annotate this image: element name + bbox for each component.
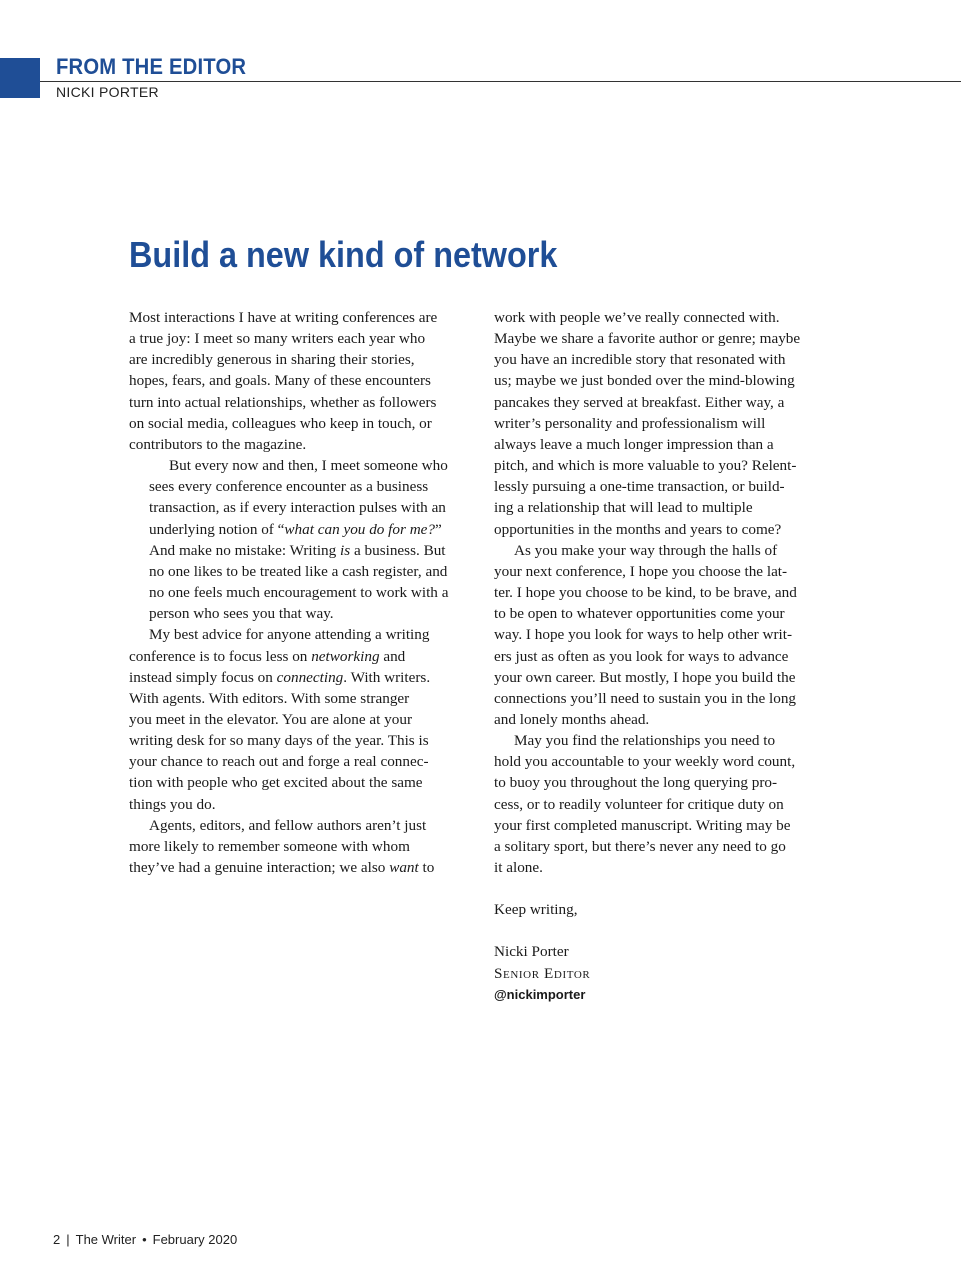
text-line: your next conference, I hope you choose the lat-: [494, 562, 788, 580]
text-line: ing a relationship that will lead to multiple: [494, 499, 753, 517]
text-line: writer’s personality and professionalism will: [494, 414, 766, 432]
text-line: But every now and then, I meet someone who: [169, 457, 448, 475]
text-line: With agents. With editors. With some stranger: [129, 689, 410, 707]
text-line: your chance to reach out and forge a real connec-: [129, 753, 429, 771]
text-line: underlying notion of “what can you do for me?”: [149, 520, 442, 538]
signature-title: Senior Editor: [494, 964, 591, 982]
page-number: 2: [53, 1232, 61, 1247]
text-line: work with people we’ve really connected with.: [494, 309, 780, 326]
text-line: no one feels much encouragement to work with a: [149, 584, 449, 602]
section-label: FROM THE EDITOR: [56, 54, 247, 79]
text-line: ers just as often as you look for ways to advance: [494, 647, 789, 665]
text-line: a true joy: I meet so many writers each year who: [129, 330, 426, 348]
text-line: things you do.: [129, 795, 216, 813]
text-line: ter. I hope you choose to be kind, to be brave, and: [494, 584, 797, 602]
text-line: are incredibly generous in sharing their stories,: [129, 351, 415, 369]
text-line: conference is to focus less on networking and: [129, 647, 406, 665]
header-rule: [40, 81, 961, 82]
text-line: instead simply focus on connecting. With writers.: [129, 668, 431, 686]
section-color-block: [0, 58, 40, 98]
signoff: Keep writing,: [494, 901, 578, 919]
footer-separator: |: [66, 1232, 70, 1247]
text-line: way. I hope you look for ways to help other writ-: [494, 626, 793, 644]
text-line: and lonely months ahead.: [494, 710, 650, 728]
text-line: pancakes they served at breakfast. Either way, a: [494, 393, 785, 411]
paragraph: [129, 815, 479, 878]
text-line: opportunities in the months and years to come?: [494, 520, 782, 538]
text-line: your first completed manuscript. Writing may be: [494, 816, 791, 834]
paragraph: [129, 307, 479, 455]
text-line: cess, or to readily volunteer for critique duty on: [494, 795, 784, 813]
text-line: tion with people who get excited about the same: [129, 774, 423, 792]
text-line: to buoy you throughout the long querying pro-: [494, 774, 778, 792]
footer-bullet: •: [142, 1232, 147, 1247]
paragraph: [494, 307, 844, 540]
text-line: As you make your way through the halls of: [514, 541, 778, 559]
byline: NICKI PORTER: [56, 84, 159, 100]
paragraph: [494, 730, 844, 878]
text-line: My best advice for anyone attending a writing: [149, 626, 430, 644]
article-title: Build a new kind of network: [129, 234, 558, 275]
text-line: to be open to whatever opportunities come your: [494, 605, 785, 623]
text-line: always leave a much longer impression than a: [494, 435, 774, 453]
text-line: us; maybe we just bonded over the mind-blowing: [494, 372, 795, 390]
text-line: sees every conference encounter as a business: [149, 478, 429, 496]
text-line: pitch, and which is more valuable to you? Relent-: [494, 457, 797, 475]
paragraph: [494, 540, 844, 730]
text-line: person who sees you that way.: [149, 605, 334, 623]
text-line: And make no mistake: Writing is a business. But: [149, 541, 446, 559]
text-line: your own career. But mostly, I hope you build the: [494, 668, 796, 686]
text-line: more likely to remember someone with whom: [129, 837, 410, 855]
text-line: May you find the relationships you need to: [514, 732, 776, 750]
text-line: writing desk for so many days of the year. This is: [129, 732, 429, 750]
issue-date: February 2020: [152, 1232, 238, 1247]
text-line: no one likes to be treated like a cash register, and: [149, 562, 448, 580]
text-line: Most interactions I have at writing conferences are: [129, 309, 438, 326]
text-line: connections you’ll need to sustain you in the long: [494, 689, 797, 707]
text-line: on social media, colleagues who keep in touch, or: [129, 414, 432, 432]
signature-handle: @nickimporter: [494, 986, 586, 1002]
article-column-right: [494, 307, 844, 1005]
text-line: lessly pursuing a one-time transaction, or build-: [494, 478, 785, 496]
paragraph: [129, 624, 479, 814]
text-line: turn into actual relationships, whether as followers: [129, 393, 437, 411]
article-column-left: [129, 307, 479, 878]
text-line: it alone.: [494, 859, 543, 877]
text-line: contributors to the magazine.: [129, 435, 307, 453]
page-footer: [53, 1232, 243, 1247]
text-line: they’ve had a genuine interaction; we also want to: [129, 859, 435, 877]
text-line: Agents, editors, and fellow authors aren’t just: [149, 816, 427, 834]
text-line: hopes, fears, and goals. Many of these encounters: [129, 372, 431, 390]
text-line: Maybe we share a favorite author or genre; maybe: [494, 330, 801, 348]
text-line: hold you accountable to your weekly word count,: [494, 753, 796, 771]
text-line: transaction, as if every interaction pulses with an: [149, 499, 446, 517]
signature-name: Nicki Porter: [494, 943, 569, 961]
publication-name: The Writer: [75, 1232, 137, 1247]
text-line: you have an incredible story that resonated with: [494, 351, 786, 369]
paragraph: [129, 455, 479, 624]
text-line: a solitary sport, but there’s never any need to go: [494, 837, 786, 855]
text-line: you meet in the elevator. You are alone at your: [129, 710, 412, 728]
